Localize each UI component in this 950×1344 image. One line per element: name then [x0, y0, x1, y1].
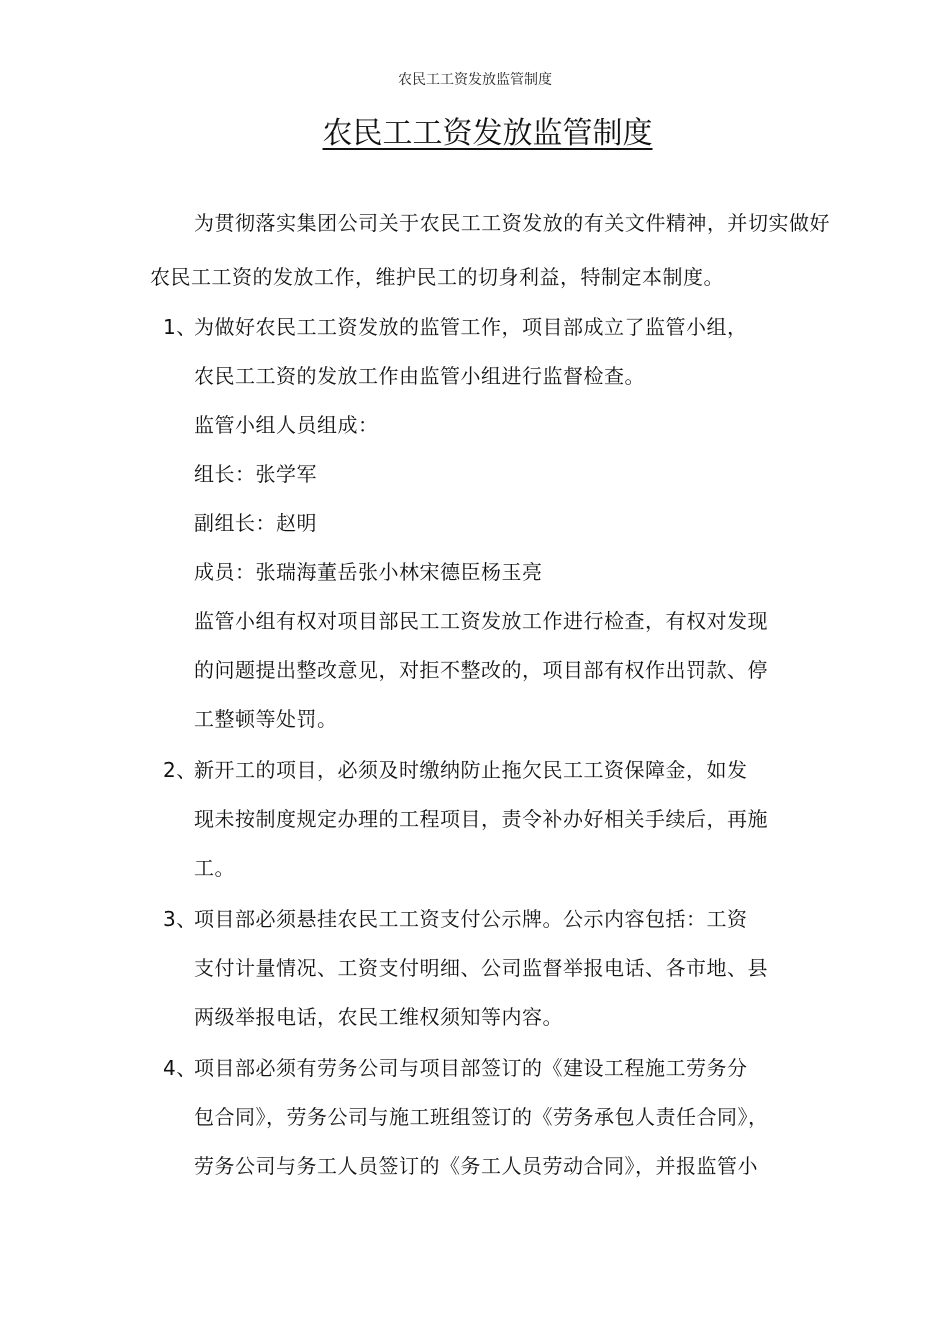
intro-paragraph: 为贯彻落实集团公司关于农民工工资发放的有关文件精神，并切实做好农民工工资的发放工作，维护民工的切身利益，特制定本制度。: [150, 211, 830, 289]
item-line: 工。: [194, 856, 235, 880]
item-line: 的问题提出整改意见，对拒不整改的，项目部有权作出罚款、停: [194, 658, 768, 682]
item-line: 包合同》，劳务公司与施工班组签订的《劳务承包人责任合同》，: [194, 1105, 769, 1129]
item-line: 两级举报电话，农民工维权须知等内容。: [194, 1005, 563, 1029]
regulation-item-4: [0, 1044, 824, 1191]
regulation-item-1: [0, 303, 824, 744]
item-line: 项目部必须有劳务公司与项目部签订的《建设工程施工劳务分: [194, 1056, 748, 1080]
item-line: 支付计量情况、工资支付明细、公司监督举报电话、各市地、县: [194, 956, 768, 980]
item-number: 1、: [163, 315, 197, 339]
item-line: 现未按制度规定办理的工程项目，责令补办好相关手续后，再施: [194, 807, 768, 831]
item-line: 为做好农民工工资发放的监管工作，项目部成立了监管小组，: [194, 315, 748, 339]
regulation-item-2: [0, 746, 824, 893]
document-title: 农民工工资发放监管制度: [322, 116, 653, 151]
item-line: 劳务公司与务工人员签订的《务工人员劳动合同》，并报监管小: [194, 1154, 758, 1178]
item-line: 工整顿等处罚。: [194, 707, 338, 731]
item-line: 组长：张学军: [194, 462, 317, 486]
regulation-item-3: [0, 895, 824, 1042]
item-line: 新开工的项目，必须及时缴纳防止拖欠民工工资保障金，如发: [194, 758, 748, 782]
item-line: 项目部必须悬挂农民工工资支付公示牌。公示内容包括：工资: [194, 907, 748, 931]
item-line: 副组长：赵明: [194, 511, 317, 535]
item-number: 4、: [163, 1056, 197, 1080]
item-line: 监管小组有权对项目部民工工资发放工作进行检查，有权对发现: [194, 609, 768, 633]
item-number: 2、: [163, 758, 197, 782]
item-line: 成员：张瑞海董岳张小林宋德臣杨玉亮: [194, 560, 543, 584]
item-line: 农民工工资的发放工作由监管小组进行监督检查。: [194, 364, 645, 388]
item-number: 3、: [163, 907, 197, 931]
item-line: 监管小组人员组成：: [194, 413, 379, 437]
running-header: 农民工工资发放监管制度: [398, 72, 552, 88]
regulation-list: [0, 303, 950, 1193]
